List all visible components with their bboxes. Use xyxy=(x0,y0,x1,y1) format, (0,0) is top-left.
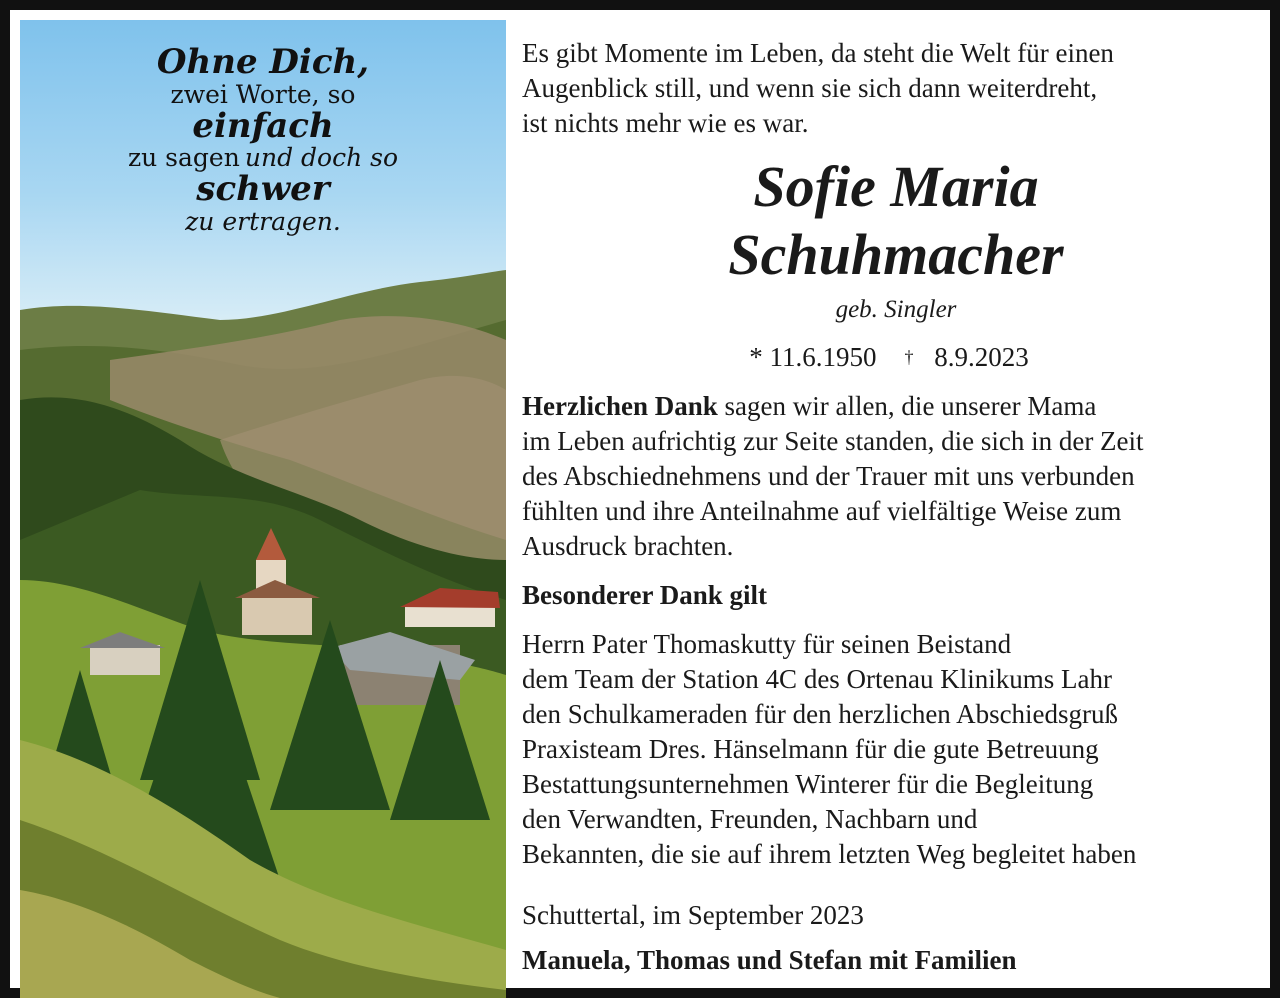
thanks-lead: Herzlichen Dank xyxy=(522,391,718,421)
landscape-photo xyxy=(20,20,506,998)
poem-line: schwer xyxy=(196,169,330,210)
birth-date: * 11.6.1950 xyxy=(749,342,877,372)
poem-line: einfach xyxy=(192,105,334,146)
special-thanks-line: den Schulkameraden für den herzlichen Abschiedsgruß xyxy=(522,699,1119,729)
deceased-surname: Schuhmacher xyxy=(728,222,1064,287)
thanks-line: im Leben aufrichtig zur Seite standen, die sich in der Zeit xyxy=(522,426,1144,456)
intro-line: ist nichts mehr wie es war. xyxy=(522,108,809,138)
poem-fragment: und doch so xyxy=(244,143,399,173)
thanks-line: fühlten und ihre Anteilnahme auf vielfältige Weise zum xyxy=(522,496,1122,526)
poem xyxy=(20,44,506,235)
special-thanks-heading: Besonderer Dank gilt xyxy=(522,580,768,610)
born-name: geb. Singler xyxy=(835,296,957,323)
thanks-line: des Abschiednehmens und der Trauer mit uns verbunden xyxy=(522,461,1135,491)
life-dates xyxy=(522,339,1270,375)
intro-line: Es gibt Momente im Leben, da steht die Welt für einen xyxy=(522,38,1114,68)
place-date: Schuttertal, im September 2023 xyxy=(522,900,864,930)
thanks-paragraph xyxy=(522,389,1270,424)
special-thanks-line: Bestattungsunternehmen Winterer für die Begleitung xyxy=(522,769,1094,799)
notice-text xyxy=(522,36,1270,978)
intro-line: Augenblick still, und wenn sie sich dann weiterdreht, xyxy=(522,73,1098,103)
poem-line xyxy=(20,144,506,171)
thanks-line: sagen wir allen, die unserer Mama xyxy=(724,391,1097,421)
poem-fragment: zu sagen xyxy=(127,143,240,173)
special-thanks-line: dem Team der Station 4C des Ortenau Klinikums Lahr xyxy=(522,664,1112,694)
death-date xyxy=(905,339,1043,375)
special-thanks-line: Praxisteam Dres. Hänselmann für die gute Betreuung xyxy=(522,734,1099,764)
special-thanks-line: den Verwandten, Freunden, Nachbarn und xyxy=(522,804,978,834)
signature: Manuela, Thomas und Stefan mit Familien xyxy=(522,945,1017,975)
poem-line: Ohne Dich, xyxy=(156,42,370,82)
poem-line: zwei Worte, so xyxy=(170,79,356,109)
deceased-first-names: Sofie Maria xyxy=(753,154,1039,219)
death-date-value: 8.9.2023 xyxy=(934,342,1029,372)
thanks-line: Ausdruck brachten. xyxy=(522,531,734,561)
special-thanks-line: Herrn Pater Thomaskutty für seinen Beistand xyxy=(522,629,1012,659)
poem-line: zu ertragen. xyxy=(185,207,341,237)
deceased-name xyxy=(522,153,1270,289)
cross-icon: † xyxy=(904,347,914,367)
special-thanks-line: Bekannten, die sie auf ihrem letzten Weg begleitet haben xyxy=(522,839,1137,869)
